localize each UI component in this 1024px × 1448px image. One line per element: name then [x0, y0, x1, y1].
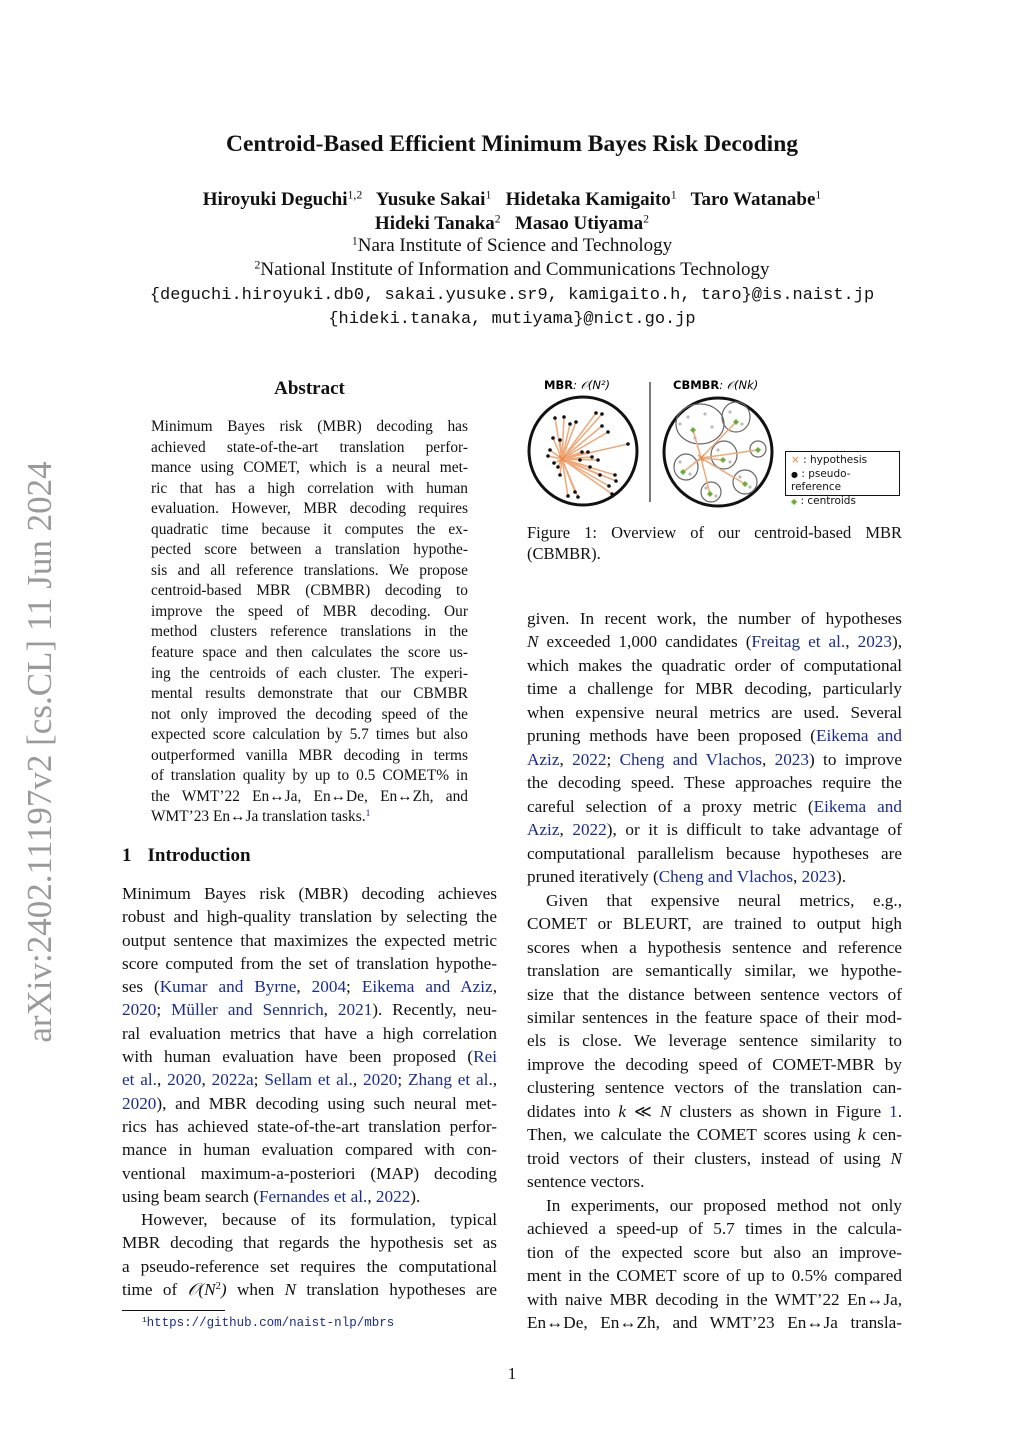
pseudo-reference-point — [548, 448, 552, 452]
math-symbol: N — [890, 1148, 902, 1168]
text-line: with human evaluation have been proposed (Rei — [122, 1047, 497, 1067]
paper-title: Centroid-Based Efficient Minimum Bayes Risk Decoding — [225, 131, 799, 157]
text-line: size that the distance between sentence vectors of — [527, 984, 902, 1004]
text-line: score computed from the set of translation hypothe- — [122, 953, 497, 973]
text-line: ventional maximum-a-posteriori (MAP) decoding — [122, 1163, 497, 1183]
citation-link[interactable]: Cheng and Vlachos — [658, 867, 794, 887]
text-line: Minimum Bayes risk (MBR) decoding has — [151, 418, 468, 435]
pseudo-reference-point — [607, 484, 611, 488]
pseudo-reference-point — [573, 490, 577, 494]
text-line: tion of the expected score but also an improve- — [527, 1242, 902, 1262]
math-symbol: 𝒪(N — [187, 1280, 216, 1300]
text-line: outperformed vanilla MBR decoding in terms — [151, 746, 468, 764]
text-line: quadratic time because it computes the ex- — [151, 520, 468, 538]
citation-link[interactable]: et al. — [122, 1070, 157, 1090]
text-line: En↔De, En↔Zh, and WMT’23 En↔Ja transla- — [527, 1313, 902, 1333]
cbmbr-circle — [664, 398, 772, 506]
citation-link[interactable]: Cheng and Vlachos — [619, 749, 762, 769]
text-line: 2020), and MBR decoding using such neural met- — [122, 1093, 497, 1113]
introduction-body — [122, 882, 497, 1301]
author-list — [0, 188, 1024, 236]
footnote-mark[interactable]: 1 — [365, 808, 371, 820]
text-line: 2020; Müller and Sennrich, 2021). Recently, neu- — [122, 1000, 498, 1020]
pseudo-reference-point — [600, 424, 604, 428]
text-line: rics has achieved state-of-the-art translation perfor- — [122, 1116, 497, 1136]
text-line: feature space and then calculates the score us- — [151, 644, 468, 662]
pseudo-reference-point — [562, 415, 566, 419]
text-line: didates into k ≪ N clusters as shown in Figure 1. — [527, 1101, 902, 1121]
citation-link[interactable]: 1 — [889, 1101, 898, 1121]
text-line: scores when a hypothesis sentence and reference — [527, 937, 902, 957]
pseudo-reference-point — [598, 473, 602, 477]
citation-link[interactable]: Fernandes et al. — [258, 1186, 368, 1206]
text-line: WMT’23 En↔Ja translation tasks.$^1$ — [151, 808, 371, 826]
centroid-icon: ◆ — [791, 496, 798, 506]
text-line: given. In recent work, the number of hypotheses — [527, 609, 902, 628]
figure-caption: Figure 1: Overview of our centroid-based MBR (CBMBR). — [527, 523, 902, 563]
citation-link[interactable]: 2022 — [375, 1186, 411, 1206]
author: Yusuke Sakai$^1$ — [375, 188, 492, 210]
citation-link[interactable]: 2021 — [337, 1000, 373, 1020]
arxiv-stamp: arXiv:2402.11197v2 [cs.CL] 11 Jun 2024 — [20, 461, 59, 1043]
text-line: However, because of its formulation, typical — [141, 1210, 497, 1230]
text-line: In experiments, our proposed method not only — [546, 1195, 902, 1215]
author: Taro Watanabe$^1$ — [690, 188, 822, 210]
citation-link[interactable]: Freitag et al. — [751, 632, 846, 652]
text-line: ses (Kumar and Byrne, 2004; Eikema and Aziz, — [122, 977, 497, 997]
text-line: pruning methods have been proposed (Eikema and — [527, 726, 902, 746]
text-line: pruned iteratively (Cheng and Vlachos, 2023). — [527, 867, 847, 887]
text-line: careful selection of a proxy metric (Eikema and — [527, 796, 902, 816]
pseudo-reference-point — [568, 422, 572, 426]
text-line: Then, we calculate the COMET scores using k cen- — [527, 1125, 902, 1145]
text-line: the WMT’22 En↔Ja, En↔De, En↔Zh, and — [151, 787, 468, 805]
pseudo-reference-point — [546, 454, 550, 458]
cbmbr-title: CBMBR: 𝒪(Nk) — [673, 378, 759, 392]
text-line: using beam search (Fernandes et al., 2022). — [122, 1186, 421, 1206]
text-line: evaluation. However, MBR decoding requires — [151, 500, 468, 518]
pseudo-reference-point — [588, 465, 592, 469]
citation-link[interactable]: 2023 — [857, 632, 892, 652]
pseudo-reference-point — [552, 461, 556, 465]
text-line: centroid-based MBR (CBMBR) decoding to — [151, 582, 468, 600]
text-line: time of $𝒪(N^2)$ when N translation hypotheses are — [122, 1280, 497, 1300]
citation-link[interactable]: Eikema and — [813, 796, 902, 816]
pseudo-reference-point — [551, 436, 555, 440]
math-symbol: N — [527, 632, 539, 652]
abstract-body — [151, 417, 468, 828]
citation-link[interactable]: 2020 — [363, 1070, 398, 1090]
text-line: achieved state-of-the-art translation perfor- — [151, 438, 468, 456]
text-line: which makes the quadratic order of computational — [527, 655, 902, 675]
text-line: time a challenge for MBR decoding, particularly — [527, 679, 902, 699]
pseudo-reference-point — [553, 416, 557, 420]
author: Hidetaka Kamigaito$^1$ — [505, 188, 677, 210]
pseudo-reference-point — [566, 494, 570, 498]
citation-link[interactable]: 2022 — [572, 749, 607, 769]
mbr-title: MBR: 𝒪(N²) — [544, 378, 611, 392]
text-line: when expensive neural metrics are used. Several — [527, 702, 902, 722]
text-line: with naive MBR decoding in the WMT’22 En↔Ja, — [527, 1289, 902, 1309]
text-line: ing the centroids of each cluster. The experi- — [151, 664, 468, 682]
citation-link[interactable]: 2022 — [572, 820, 607, 840]
text-line: et al., 2020, 2022a; Sellam et al., 2020; Zhang et al., — [122, 1070, 498, 1090]
text-line: sentence vectors. — [527, 1172, 645, 1192]
text-line: not only improved the decoding speed of the — [151, 705, 468, 723]
footnote-mark[interactable]: 2 — [215, 1281, 221, 1293]
hypothesis-icon: × — [791, 454, 800, 466]
text-line: Aziz, 2022), or it is difficult to take advantage of — [527, 820, 902, 840]
pseudo-reference-point — [558, 438, 562, 442]
text-line: mental results demonstrate that our CBMBR — [151, 685, 468, 703]
pseudo-reference-point — [610, 492, 614, 496]
text-line: els is close. We leverage sentence similarity to — [527, 1031, 902, 1051]
text-line: COMET or BLEURT, are trained to output high — [527, 914, 902, 934]
text-line: output sentence that maximizes the expected metric — [122, 930, 497, 950]
citation-link[interactable]: 2023 — [774, 749, 809, 769]
pseudo-reference-icon: ● — [791, 469, 798, 479]
legend-item: ● : pseudo-reference — [791, 467, 851, 493]
text-line: ment in the COMET score of up to 0.5% compared — [527, 1266, 902, 1286]
text-line: MBR decoding that regards the hypothesis set as — [122, 1233, 497, 1253]
pseudo-reference-point — [600, 412, 604, 416]
text-line: expected score calculation by 5.7 times but also — [151, 726, 468, 744]
text-line: translation are semantically similar, we hypothe- — [527, 961, 902, 981]
math-symbol: N — [284, 1280, 297, 1300]
citation-link[interactable]: 2020 — [167, 1070, 202, 1090]
author: Masao Utiyama$^2$ — [514, 212, 650, 234]
text-line: mance using COMET, which is a neural met- — [151, 459, 468, 477]
citation-link[interactable]: Eikema and Aziz — [361, 977, 493, 997]
affiliation: $^2$National Institute of Information and Communications Technology — [254, 258, 770, 280]
pseudo-reference-point — [578, 458, 582, 462]
text-line: ric that has a high correlation with human — [151, 479, 468, 497]
pseudo-reference-point — [574, 420, 578, 424]
abstract-heading: Abstract — [274, 378, 345, 399]
math-symbol: ) — [220, 1280, 227, 1300]
email-line: {hideki.tanaka, mutiyama}@nict.go.jp — [328, 310, 696, 329]
text-line: Given that expensive neural metrics, e.g., — [546, 890, 902, 910]
text-line: sis and all reference translations. We propose — [151, 561, 468, 579]
pseudo-reference-point — [606, 430, 610, 434]
page-number: 1 — [507, 1364, 517, 1383]
author: Hiroyuki Deguchi$^{1,2}$ — [202, 188, 363, 210]
citation-link[interactable]: Eikema and — [815, 726, 902, 746]
text-line: troid vectors of their clusters, instead of using N — [527, 1148, 902, 1168]
citation-link[interactable]: Aziz — [527, 749, 560, 769]
text-line: method clusters reference translations in the — [151, 623, 468, 641]
text-line: a pseudo-reference set requires the computational — [122, 1256, 497, 1276]
citation-link[interactable]: 2022a — [211, 1070, 254, 1090]
pseudo-reference-point — [586, 450, 590, 454]
author: Hideki Tanaka$^2$ — [374, 212, 501, 234]
text-line: mance in human evaluation compared with con- — [122, 1140, 497, 1160]
citation-link[interactable]: Kumar and Byrne — [159, 977, 297, 997]
legend-item: ◆ : centroids — [791, 494, 856, 507]
email-line: {deguchi.hiroyuki.db0, sakai.yusuke.sr9, kamigaito.h, taro}@is.naist.jp — [149, 286, 875, 305]
text-line: improve the decoding speed of COMET-MBR by — [527, 1054, 902, 1074]
hypothesis-marker: × — [557, 452, 568, 467]
right-column-body — [527, 607, 902, 1335]
pseudo-reference-point — [576, 495, 580, 499]
text-line: computational parallelism because hypotheses are — [527, 843, 902, 863]
citation-link[interactable]: Rei — [473, 1047, 497, 1067]
pseudo-reference-point — [594, 411, 598, 415]
section-heading-introduction: 1 Introduction — [122, 845, 251, 866]
citation-link[interactable]: Müller and Sennrich — [171, 1000, 324, 1020]
pseudo-reference-point — [580, 450, 584, 454]
text-line: similar sentences in the feature space of their mod- — [527, 1007, 902, 1027]
text-line: Aziz, 2022; Cheng and Vlachos, 2023) to improve — [527, 749, 903, 769]
figure-legend — [785, 451, 900, 507]
footnote: $^1$https://github.com/naist-nlp/mbrs — [142, 1316, 395, 1330]
citation-link[interactable]: 2020 — [122, 1093, 157, 1113]
citation-link[interactable]: 2004 — [311, 977, 347, 997]
citation-link[interactable]: Zhang et al. — [408, 1070, 493, 1090]
text-line: pected score between a translation hypothe- — [151, 541, 468, 559]
text-line: N exceeded 1,000 candidates (Freitag et al., 2023), — [527, 632, 902, 652]
citation-link[interactable]: 2023 — [801, 867, 836, 887]
affiliation: $^1$Nara Institute of Science and Technology — [351, 234, 673, 256]
footnote-rule — [122, 1310, 225, 1311]
math-symbol: k — [618, 1101, 626, 1121]
text-line: improve the speed of MBR decoding. Our — [151, 602, 468, 620]
citation-link[interactable]: Aziz — [527, 820, 560, 840]
pseudo-reference-point — [626, 442, 630, 446]
citation-link[interactable]: 2020 — [122, 1000, 157, 1020]
text-line: robust and high-quality translation by selecting the — [122, 907, 497, 927]
pseudo-reference-point — [558, 473, 562, 477]
text-line: achieved a speed-up of 5.7 times in the calcula- — [527, 1219, 902, 1239]
text-line: the decoding speed. These approaches require the — [527, 773, 902, 793]
math-symbol: k — [857, 1125, 866, 1145]
pseudo-reference-point — [596, 458, 600, 462]
pseudo-reference-point — [590, 455, 594, 459]
footnote-link[interactable]: https://github.com/naist-nlp/mbrs — [146, 1316, 395, 1330]
pseudo-reference-point — [613, 473, 617, 477]
math-symbol: N — [659, 1101, 672, 1121]
svg-text:×: × — [696, 451, 707, 465]
text-line: of translation quality by up to 0.5 COMET% in — [151, 767, 468, 785]
text-line: ral evaluation metrics that have a high correlation — [122, 1023, 497, 1043]
text-line: Minimum Bayes risk (MBR) decoding achieves — [122, 884, 497, 903]
legend-item: × : hypothesis — [791, 454, 868, 466]
citation-link[interactable]: Sellam et al. — [264, 1070, 353, 1090]
pseudo-reference-point — [614, 479, 618, 483]
text-line: clustering sentence vectors of the translation can- — [527, 1078, 902, 1098]
